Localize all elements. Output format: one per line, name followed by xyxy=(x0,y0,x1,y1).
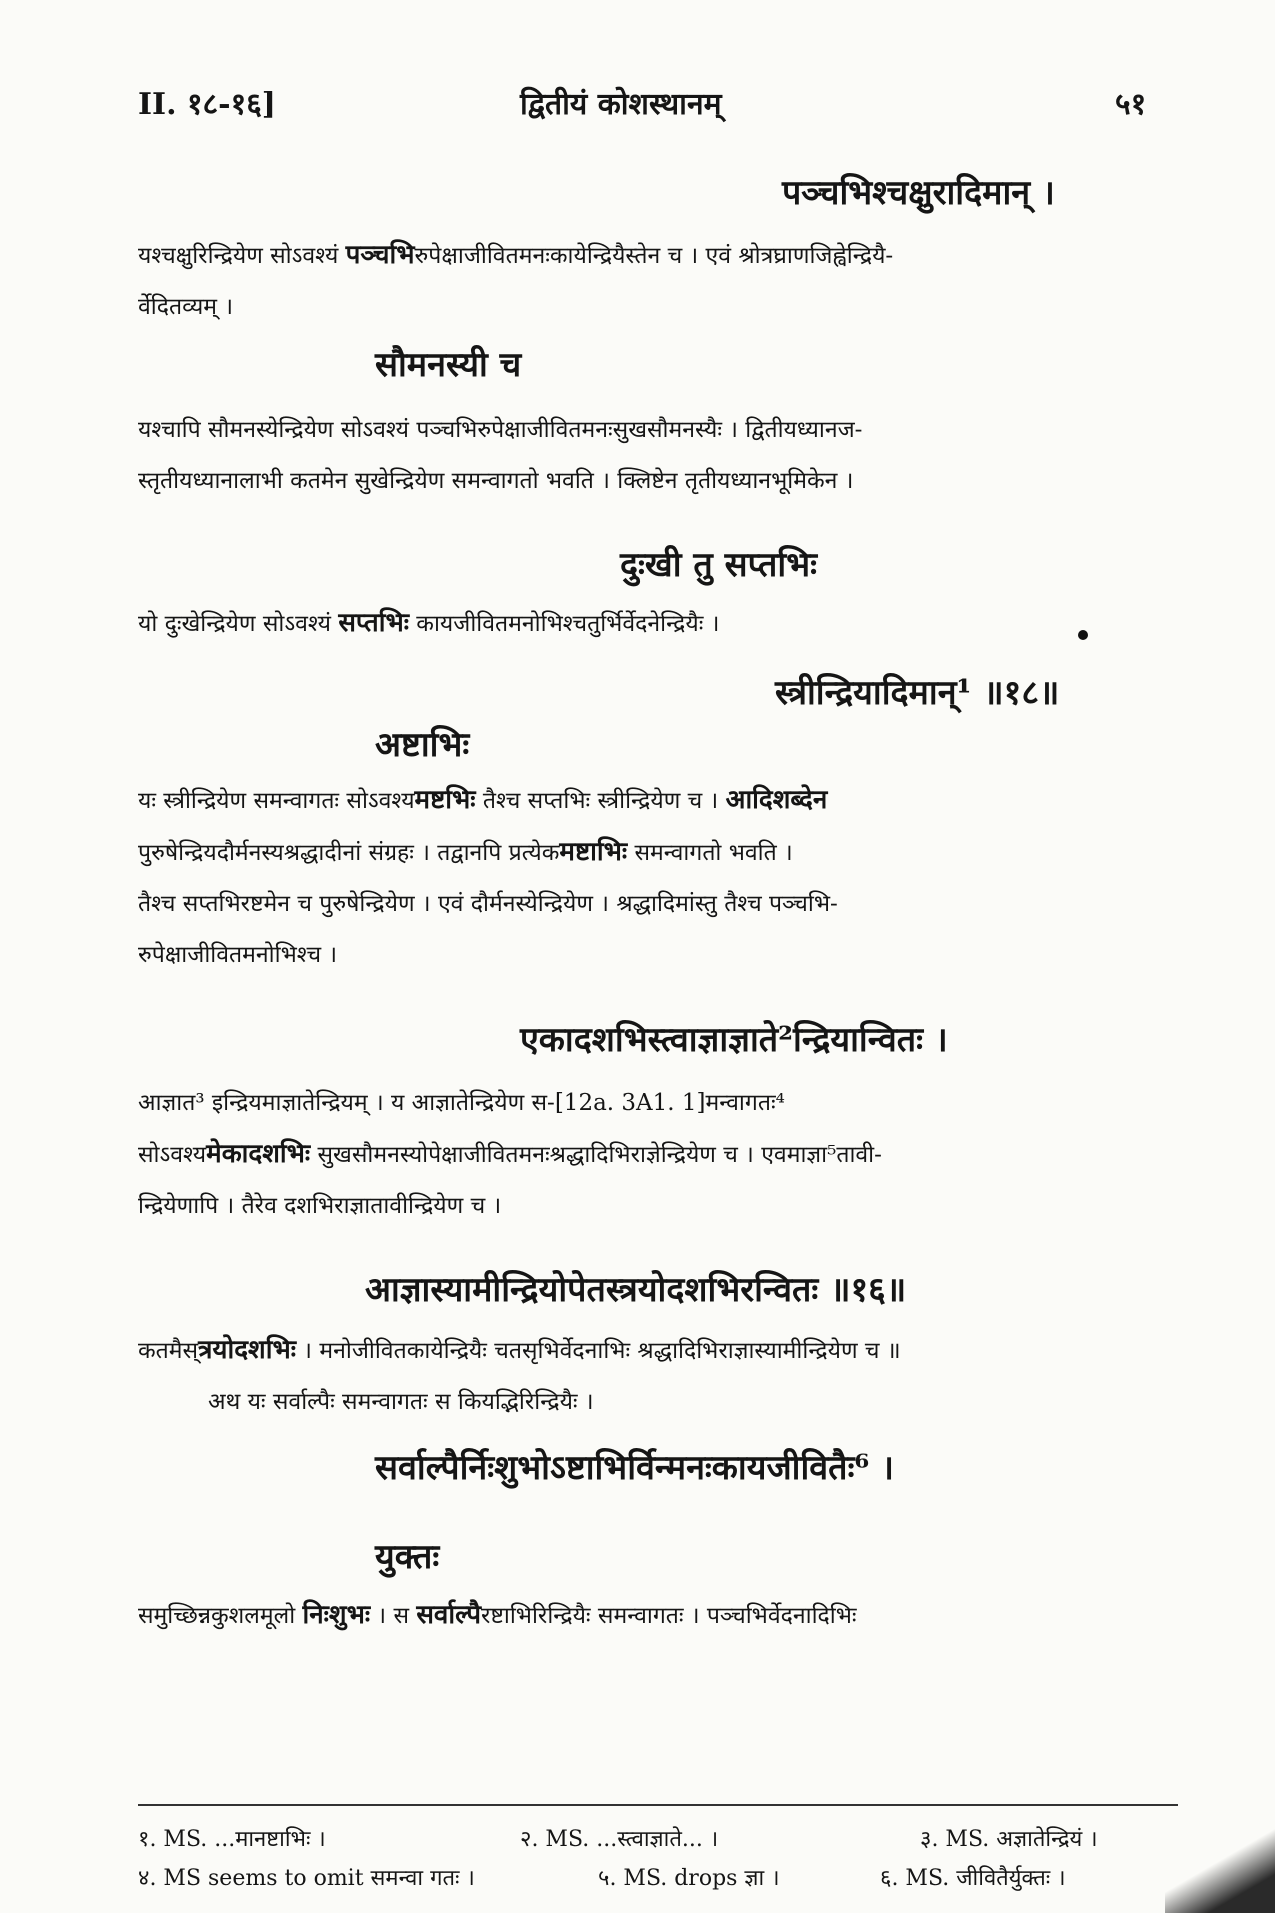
text-span: रष्टाभिरिन्द्रियैः समन्वागतः । पञ्चभिर्वेदनादिभिः xyxy=(481,1603,857,1629)
commentary-line: यश्चापि सौमनस्येन्द्रियेण सोऽवश्यं पञ्चभिरुपेक्षाजीवितमनःसुखसौमनस्यैः । द्वितीयध्यानज- xyxy=(138,417,863,443)
footnote-2: २. MS. ...स्त्वाज्ञाते... । xyxy=(520,1827,719,1852)
commentary-5 xyxy=(138,775,1173,981)
text-span: सुखसौमनस्योपेक्षाजीवितमनःश्रद्धादिभिराज्ञेन्द्रियेण च । एवमाज्ञा⁵तावी- xyxy=(310,1142,882,1168)
text-span: । मनोजीवितकायेन्द्रियैः चतसृभिर्वेदनाभिः श्रद्धादिभिराज्ञास्यामीन्द्रियेण च ॥ xyxy=(296,1338,901,1364)
text-span: कतमैस् xyxy=(138,1338,199,1364)
text-span: समन्वागतो भवति । xyxy=(627,840,793,866)
footnote-6: ६. MS. जीवितैर्युक्तः । xyxy=(880,1866,1066,1891)
commentary-line xyxy=(138,1590,1173,1642)
bold-term: पञ्चभि xyxy=(345,240,415,270)
commentary-line: रुपेक्षाजीवितमनोभिश्च । xyxy=(138,942,338,968)
commentary-6 xyxy=(138,1078,1173,1232)
text-span: तैश्च सप्तभिः स्त्रीन्द्रियेण च । xyxy=(475,788,726,814)
verse-4: स्त्रीन्द्रियादिमान्¹ ॥१८॥ xyxy=(775,673,1060,713)
bold-term: आदिशब्देन xyxy=(725,785,828,815)
text-span: । स xyxy=(370,1603,417,1629)
verse-6: एकादशभिस्त्वाज्ञाज्ञाते²न्द्रियान्वितः । xyxy=(520,1020,948,1060)
text-span: यः स्त्रीन्द्रियेण समन्वागतः सोऽवश्य xyxy=(138,788,415,814)
commentary-7 xyxy=(138,1325,1173,1428)
commentary-line xyxy=(138,1325,1173,1377)
commentary-3 xyxy=(138,598,1173,650)
footnote-1: १. MS. ...मानष्टाभिः । xyxy=(138,1827,326,1852)
header-page-number: ५१ xyxy=(1115,87,1147,122)
commentary-line xyxy=(138,827,1173,879)
verse-9: युक्तः xyxy=(375,1537,440,1577)
verse-1: पञ्चभिश्चक्षुरादिमान् । xyxy=(782,173,1055,213)
commentary-line xyxy=(138,1129,1173,1181)
text-span: यश्चक्षुरिन्द्रियेण सोऽवश्यं xyxy=(138,243,346,269)
verse-3: दुःखी तु सप्तभिः xyxy=(620,545,818,585)
bold-term: सर्वाल्पै xyxy=(416,1600,482,1630)
verse-2: सौमनस्यी च xyxy=(375,345,522,385)
footnote-5: ५. MS. drops ज्ञा । xyxy=(598,1866,780,1891)
text-span: कायजीवितमनोभिश्चतुर्भिर्वेदनेन्द्रियैः । xyxy=(408,611,720,637)
commentary-line xyxy=(138,230,1173,282)
text-span: समुच्छिन्नकुशलमूलो xyxy=(138,1603,303,1629)
footnote-3: ३. MS. अज्ञातेन्द्रियं । xyxy=(920,1827,1098,1852)
bold-term: मेकादशभिः xyxy=(206,1139,311,1169)
commentary-line: स्तृतीयध्यानालाभी कतमेन सुखेन्द्रियेण समन्वागतो भवति । क्लिष्टेन तृतीयध्यानभूमिकेन । xyxy=(138,468,854,494)
text-span: सोऽवश्य xyxy=(138,1142,207,1168)
ink-dot xyxy=(1078,630,1088,640)
commentary-2 xyxy=(138,405,1173,507)
verse-8: सर्वाल्पैर्निःशुभोऽष्टाभिर्विन्मनःकायजीवितैः⁶ । xyxy=(375,1448,895,1488)
verse-7: आज्ञास्यामीन्द्रियोपेतस्त्रयोदशभिरन्वितः ॥१६॥ xyxy=(365,1270,907,1310)
commentary-line xyxy=(138,775,1173,827)
scan-smudge xyxy=(1165,1823,1275,1913)
footnote-4: ४. MS seems to omit समन्वा गतः । xyxy=(138,1866,475,1891)
commentary-line: न्द्रियेणापि । तैरेव दशभिराज्ञातावीन्द्रियेण च । xyxy=(138,1193,502,1219)
commentary-1 xyxy=(138,230,1173,333)
header-title: द्वितीयं कोशस्थानम् xyxy=(520,87,722,122)
header-section-range: II. १८-१६] xyxy=(138,87,277,122)
commentary-line xyxy=(138,598,1173,650)
verse-5: अष्टाभिः xyxy=(375,725,470,765)
bold-term: सप्तभिः xyxy=(338,608,409,638)
commentary-line: तैश्च सप्तभिरष्टमेन च पुरुषेन्द्रियेण । एवं दौर्मनस्येन्द्रियेण । श्रद्धादिमांस्तु तैश्च पञ्चभि- xyxy=(138,891,838,917)
commentary-line: अथ यः सर्वाल्पैः समन्वागतः स कियद्भिरिन्द्रियैः । xyxy=(208,1389,594,1415)
bold-term: त्रयोदशभिः xyxy=(198,1335,296,1365)
text-span: यो दुःखेन्द्रियेण सोऽवश्यं xyxy=(138,611,339,637)
commentary-line: र्वेदितव्यम् । xyxy=(138,294,234,320)
text-span: पुरुषेन्द्रियदौर्मनस्यश्रद्धादीनां संग्रहः । तद्वानपि प्रत्येक xyxy=(138,840,560,866)
bold-term: मष्टाभिः xyxy=(559,837,628,867)
commentary-line: आज्ञात³ इन्द्रियमाज्ञातेन्द्रियम् । य आज्ञातेन्द्रियेण स-[12a. 3A1. 1]मन्वागतः⁴ xyxy=(138,1090,785,1116)
commentary-9 xyxy=(138,1590,1173,1642)
bold-term: निःशुभः xyxy=(302,1600,371,1630)
footnote-rule xyxy=(138,1804,1178,1806)
text-span: रुपेक्षाजीवितमनःकायेन्द्रियैस्तेन च । एवं श्रोत्रघ्राणजिह्वेन्द्रियै- xyxy=(414,243,894,269)
bold-term: मष्टभिः xyxy=(414,785,476,815)
